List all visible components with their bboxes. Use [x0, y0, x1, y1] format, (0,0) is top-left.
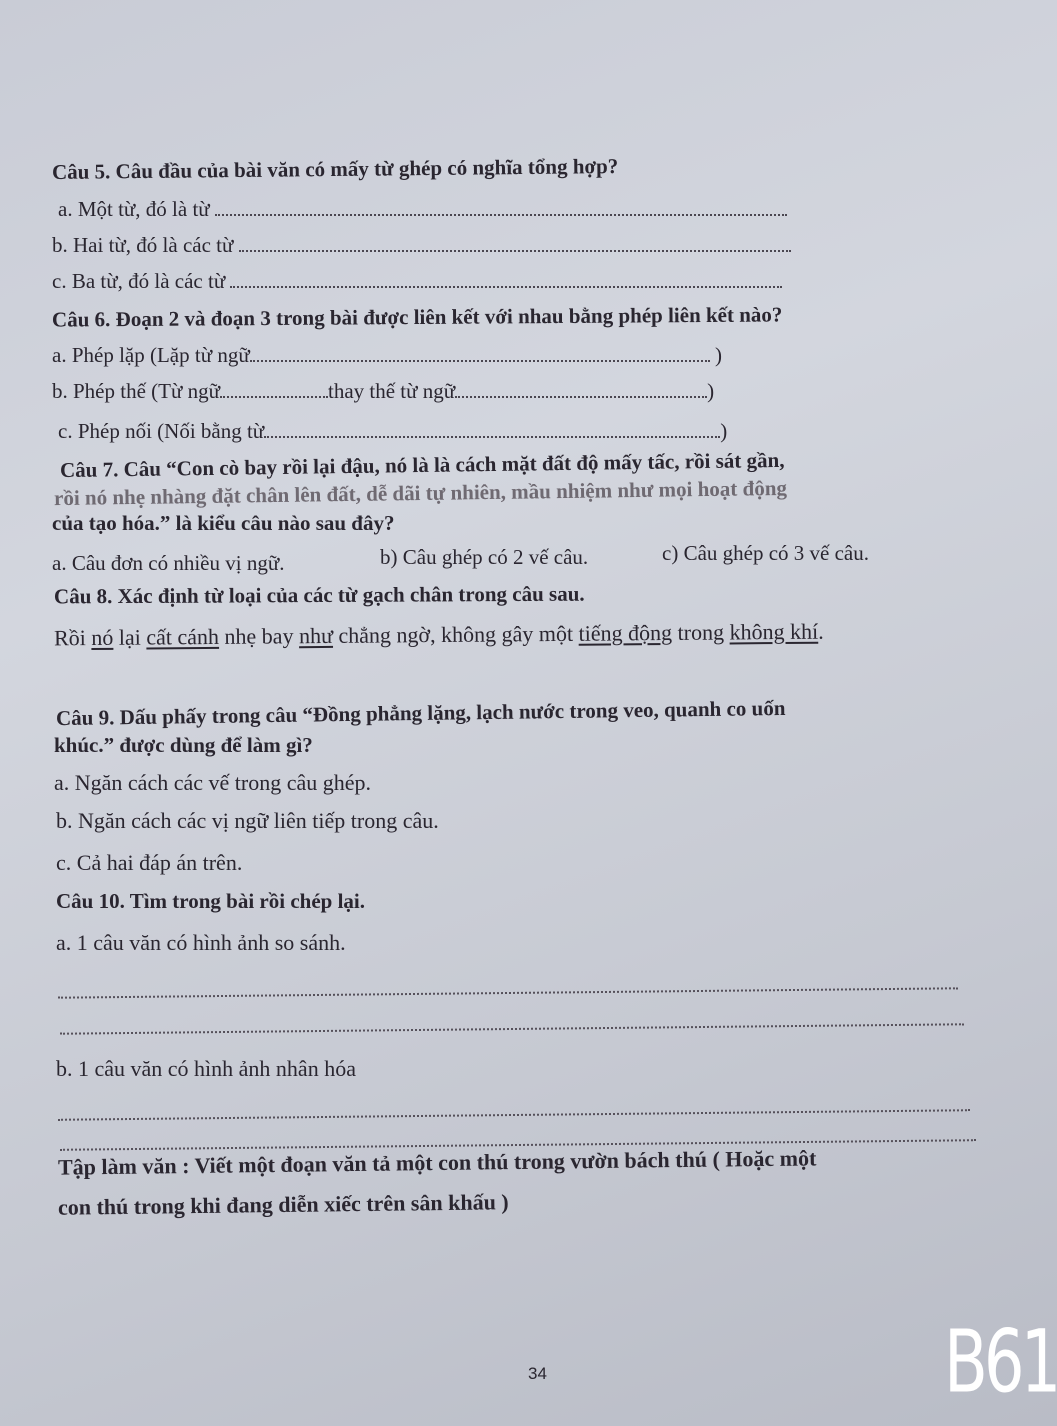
q9-option-b: b. Ngăn cách các vị ngữ liên tiếp trong câu.: [56, 808, 439, 833]
q9-option-a: a. Ngăn cách các vế trong câu ghép.: [54, 770, 372, 795]
q6-c-answer-blank: [264, 422, 720, 438]
corner-mark: B61: [944, 1313, 1057, 1413]
q6-option-b-close: ): [707, 379, 715, 403]
q8-text-5: trong: [671, 619, 730, 645]
q6-b-first-blank: [220, 382, 328, 398]
q8-title: Câu 8. Xác định từ loại của các từ gạch chân trong câu sau.: [53, 581, 585, 609]
q6-option-c: [58, 418, 727, 444]
q8-underlined-nhu: như: [298, 622, 334, 649]
q6-option-c-label: c. Phép nối (Nối bằng từ: [58, 419, 265, 443]
q6-option-c-close: ): [720, 419, 728, 443]
q6-option-b-middle: thay thế từ ngữ: [328, 379, 456, 403]
q6-option-b: [52, 378, 714, 404]
q8-text-4: chẳng ngờ, không gây một: [332, 620, 579, 648]
q10-title: Câu 10. Tìm trong bài rồi chép lại.: [56, 889, 366, 913]
q9-line-1: Câu 9. Dấu phấy trong câu “Đồng phẳng lặng, lạch nước trong veo, quanh co uốn: [55, 695, 786, 731]
q6-a-answer-blank: [250, 346, 710, 362]
q7-option-b: b) Câu ghép có 2 vế câu.: [380, 545, 589, 569]
q5-title: Câu 5. Câu đầu của bài văn có mấy từ ghép có nghĩa tổng hợp?: [51, 154, 619, 184]
q10-option-a: a. 1 câu văn có hình ảnh so sánh.: [56, 930, 346, 955]
q6-option-a-close: ): [714, 343, 722, 367]
q5-c-answer-blank: [230, 272, 782, 288]
q7-option-a: a. Câu đơn có nhiều vị ngữ.: [52, 551, 285, 575]
q7-option-c: c) Câu ghép có 3 vế câu.: [662, 541, 869, 565]
q6-option-a-label: a. Phép lặp (Lặp từ ngữ: [52, 343, 250, 367]
q5-option-c: [52, 268, 782, 294]
q5-option-a: [58, 196, 787, 222]
q8-underlined-tieng-dong: tiếng động: [578, 619, 673, 646]
page-number: 34: [528, 1364, 547, 1383]
q5-option-b-label: b. Hai từ, đó là các từ: [52, 233, 234, 257]
q5-option-b: [52, 232, 791, 258]
q10-option-b: b. 1 câu văn có hình ảnh nhân hóa: [56, 1056, 356, 1081]
q6-option-a: [52, 342, 722, 368]
q8-underlined-no: nó: [91, 624, 114, 651]
q8-text-6: .: [818, 618, 824, 644]
q9-line-2: khúc.” được dùng để làm gì?: [54, 733, 313, 757]
q7-line-1: Câu 7. Câu “Con cò bay rồi lại đậu, nó là là cách mặt đất độ mấy tấc, rồi sát gần,: [59, 447, 785, 483]
q10-a-answer-line-2: [60, 1023, 964, 1034]
q6-option-b-label: b. Phép thế (Từ ngữ: [52, 379, 220, 403]
q5-option-a-label: a. Một từ, đó là từ: [58, 197, 210, 221]
q6-b-second-blank: [455, 382, 707, 398]
q9-option-c: c. Cả hai đáp án trên.: [56, 850, 243, 875]
q7-line-3: của tạo hóa.” là kiểu câu nào sau đây?: [52, 511, 395, 535]
q8-text-3: nhẹ bay: [218, 623, 300, 649]
q6-title: Câu 6. Đoạn 2 và đoạn 3 trong bài được liên kết với nhau bằng phép liên kết nào?: [51, 302, 783, 332]
essay-line-1: Tập làm văn : Viết một đoạn văn tả một con thú trong vườn bách thú ( Hoặc một: [57, 1145, 817, 1180]
q8-text-1: Rồi: [53, 625, 92, 651]
q10-a-answer-line-1: [58, 987, 958, 998]
q7-line-2: rồi nó nhẹ nhàng đặt chân lên đất, dễ dãi tự nhiên, mầu nhiệm như mọi hoạt động: [53, 475, 788, 511]
q5-a-answer-blank: [215, 200, 787, 216]
essay-line-2: con thú trong khi đang diễn xiếc trên sân khấu ): [57, 1189, 509, 1220]
q5-b-answer-blank: [239, 236, 791, 252]
q8-underlined-khong-khi: không khí: [729, 618, 819, 645]
q8-underlined-cat-canh: cất cánh: [146, 623, 220, 650]
q8-sentence: [54, 619, 824, 652]
q10-b-answer-line-1: [58, 1109, 970, 1121]
q8-text-2: lại: [113, 624, 147, 650]
q5-option-c-label: c. Ba từ, đó là các từ: [52, 269, 226, 293]
